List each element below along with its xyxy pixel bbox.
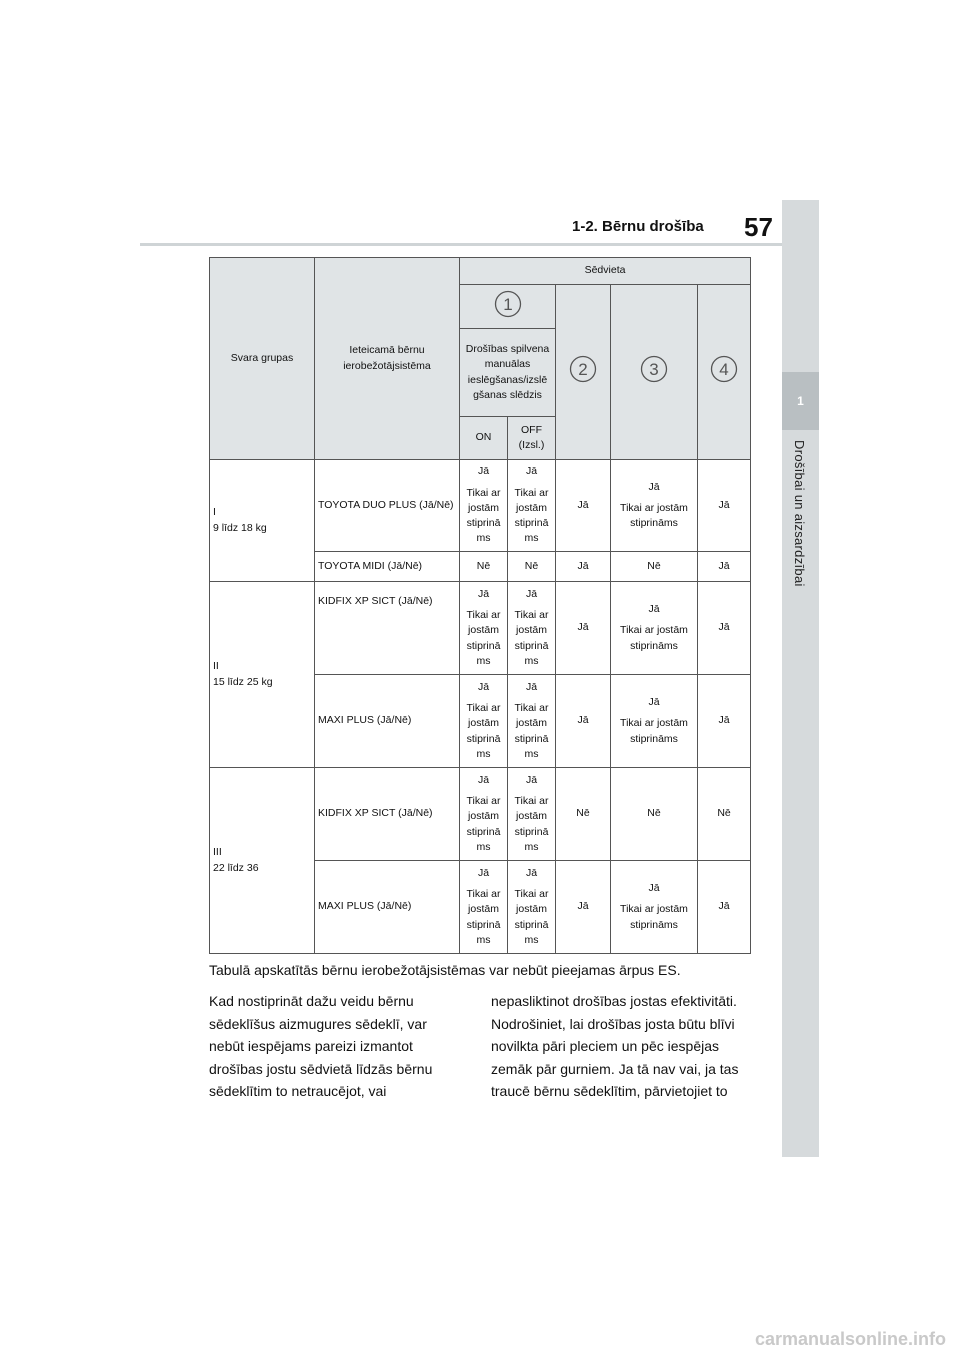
header-seat: Sēdvieta [460, 258, 751, 285]
body-text-right: nepasliktinot drošības jostas efektivitāti. Nodrošiniet, lai drošības josta būtu blīvi novilkta pāri pleciem un pēc iespējas zemāk pār gurniem. Ja tā nav vai, ja tas traucē bērnu sēdeklītim, pārvietojiet to [491, 993, 739, 1099]
seat-number-2: 2 [578, 360, 588, 380]
seat2-cell: Jā [556, 861, 611, 954]
seat1-off-cell: Nē [508, 552, 556, 582]
table-row [210, 582, 751, 675]
weight-group-cell: III 22 līdz 36 [210, 768, 315, 954]
system-cell: KIDFIX XP SICT (Jā/Nē) [315, 582, 460, 675]
seat3-cell: Nē [611, 768, 698, 861]
table-row [210, 460, 751, 552]
header-weight-group: Svara grupas [210, 258, 315, 460]
seat1-off-cell: Jā Tikai ar jostām stiprinā ms [508, 675, 556, 768]
seat-number-4-icon [710, 355, 738, 383]
system-cell: TOYOTA DUO PLUS (Jā/Nē) [315, 460, 460, 552]
page-number: 57 [744, 212, 773, 242]
seat-number-1-icon [494, 290, 522, 318]
seat2-cell: Jā [556, 552, 611, 582]
system-cell: MAXI PLUS (Jā/Nē) [315, 861, 460, 954]
header-rule [140, 243, 782, 246]
seat1-on-cell: Jā Tikai ar jostām stiprinā ms [460, 582, 508, 675]
seat4-cell: Jā [698, 675, 751, 768]
chapter-label: Drošībai un aizsardzībai [792, 440, 807, 587]
weight-group-cell: II 15 līdz 25 kg [210, 582, 315, 768]
seat4-cell: Jā [698, 460, 751, 552]
availability-note: Tabulā apskatītās bērnu ierobežotājsistēmas var nebūt pieejamas ārpus ES. [209, 962, 681, 978]
seat-compatibility-table [209, 257, 751, 954]
system-cell: TOYOTA MIDI (Jā/Nē) [315, 552, 460, 582]
seat-number-3: 3 [649, 360, 659, 380]
seat2-cell: Jā [556, 582, 611, 675]
seat4-cell: Jā [698, 552, 751, 582]
watermark: carmanualsonline.info [754, 1329, 946, 1349]
seat1-on-cell: Nē [460, 552, 508, 582]
seat2-cell: Jā [556, 675, 611, 768]
seat3-cell: Nē [611, 552, 698, 582]
seat1-off-cell: Jā Tikai ar jostām stiprinā ms [508, 768, 556, 861]
seat-number-3-icon [640, 355, 668, 383]
seat1-on-cell: Jā Tikai ar jostām stiprinā ms [460, 861, 508, 954]
seat-number-4: 4 [719, 360, 729, 380]
seat-4-header [698, 285, 751, 460]
airbag-switch-header: Drošības spilvena manuālas ieslēgšanas/izslē gšanas slēdzis [460, 329, 556, 417]
seat4-cell: Jā [698, 582, 751, 675]
seat3-cell: Jā Tikai ar jostām stiprināms [611, 861, 698, 954]
seat1-off-cell: Jā Tikai ar jostām stiprinā ms [508, 861, 556, 954]
header-recommended-system: Ieteicamā bērnu ierobežotājsistēma [315, 258, 460, 460]
seat4-cell: Jā [698, 861, 751, 954]
section-title: 1-2. Bērnu drošība [572, 218, 704, 235]
seat1-on-cell: Jā Tikai ar jostām stiprinā ms [460, 675, 508, 768]
airbag-on-header: ON [460, 417, 508, 460]
seat1-off-cell: Jā Tikai ar jostām stiprinā ms [508, 460, 556, 552]
seat-3-header [611, 285, 698, 460]
seat3-cell: Jā Tikai ar jostām stiprināms [611, 460, 698, 552]
seat4-cell: Nē [698, 768, 751, 861]
seat2-cell: Jā [556, 460, 611, 552]
side-strip [782, 200, 819, 1157]
seat-number-1: 1 [502, 294, 513, 314]
seat1-off-cell: Jā Tikai ar jostām stiprinā ms [508, 582, 556, 675]
seat-2-header [556, 285, 611, 460]
chapter-tab-number: 1 [797, 394, 804, 408]
body-text-left: Kad nostiprināt dažu veidu bērnu sēdeklīšus aizmugures sēdeklī, var nebūt iespējams pareizi izmantot drošības jostu sēdvietā līdzās bērnu sēdeklītim to netraucējot, vai [209, 993, 433, 1099]
table-row [210, 768, 751, 861]
airbag-off-header: OFF (Izsl.) [508, 417, 556, 460]
seat-1-header [460, 285, 556, 329]
system-cell: KIDFIX XP SICT (Jā/Nē) [315, 768, 460, 861]
weight-group-cell: I 9 līdz 18 kg [210, 460, 315, 582]
seat3-cell: Jā Tikai ar jostām stiprināms [611, 582, 698, 675]
seat2-cell: Nē [556, 768, 611, 861]
system-cell: MAXI PLUS (Jā/Nē) [315, 675, 460, 768]
seat3-cell: Jā Tikai ar jostām stiprināms [611, 675, 698, 768]
seat1-on-cell: Jā Tikai ar jostām stiprinā ms [460, 768, 508, 861]
seat1-on-cell: Jā Tikai ar jostām stiprinā ms [460, 460, 508, 552]
seat-number-2-icon [569, 355, 597, 383]
